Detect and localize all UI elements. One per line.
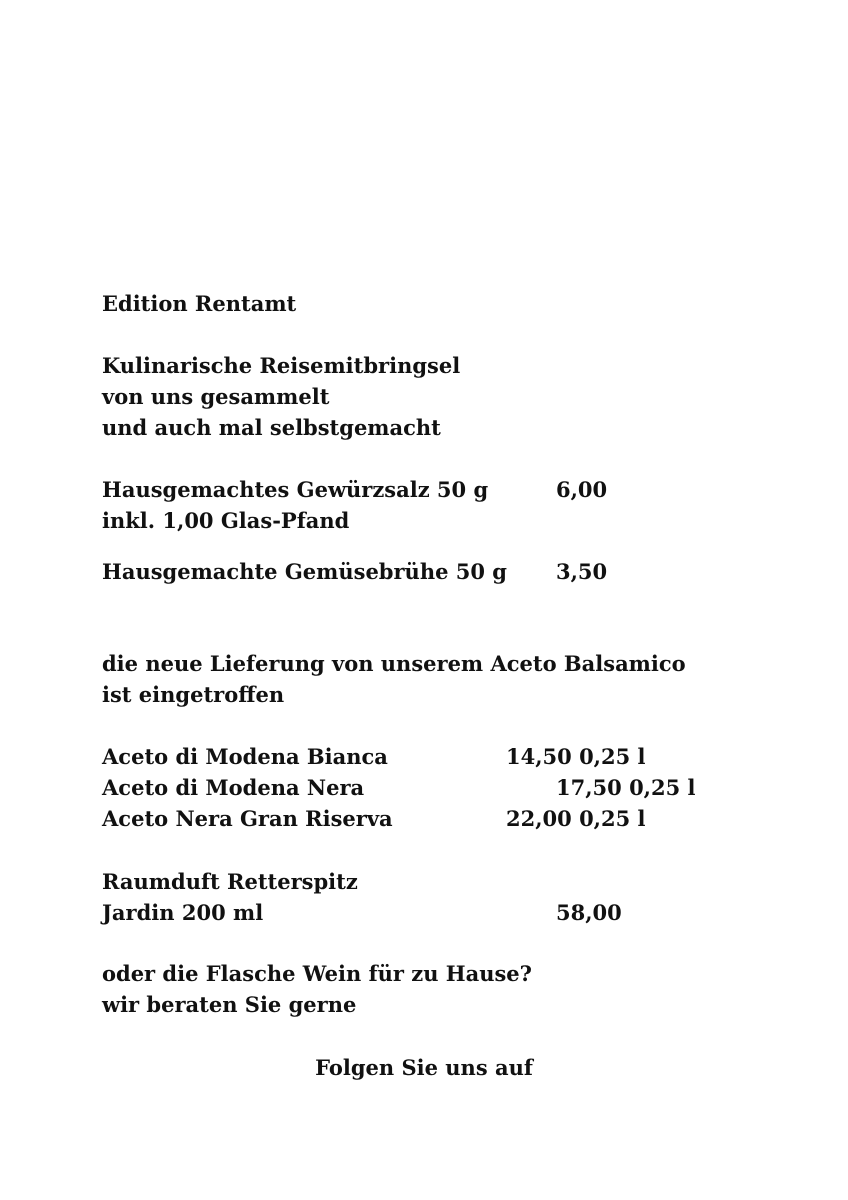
product-name: Hausgemachte Gemüsebrühe 50 g [102,559,507,584]
follow-us-text: Folgen Sie uns auf [315,1055,533,1080]
balsamico-intro-line: die neue Lieferung von unserem Aceto Balsamico [102,651,686,676]
wine-line: oder die Flasche Wein für zu Hause? [102,961,532,986]
balsamico-price: 22,00 0,25 l [506,806,646,831]
section-heading: Edition Rentamt [102,291,297,316]
intro-line: von uns gesammelt [102,384,330,409]
balsamico-intro-line: ist eingetroffen [102,682,285,707]
product-name: Hausgemachtes Gewürzsalz 50 g [102,477,489,502]
balsamico-name: Aceto di Modena Nera [102,775,365,800]
intro-line: Kulinarische Reisemitbringsel [102,353,461,378]
balsamico-name: Aceto Nera Gran Riserva [102,806,393,831]
product-price: 6,00 [556,477,608,502]
balsamico-name: Aceto di Modena Bianca [102,744,388,769]
fragrance-name: Jardin 200 ml [102,900,264,925]
balsamico-price: 14,50 0,25 l [506,744,646,769]
wine-line: wir beraten Sie gerne [102,992,357,1017]
product-note: inkl. 1,00 Glas-Pfand [102,508,350,533]
product-price: 3,50 [556,559,608,584]
intro-line: und auch mal selbstgemacht [102,415,441,440]
balsamico-price: 17,50 0,25 l [556,775,696,800]
fragrance-price: 58,00 [556,900,622,925]
fragrance-title: Raumduft Retterspitz [102,869,358,894]
